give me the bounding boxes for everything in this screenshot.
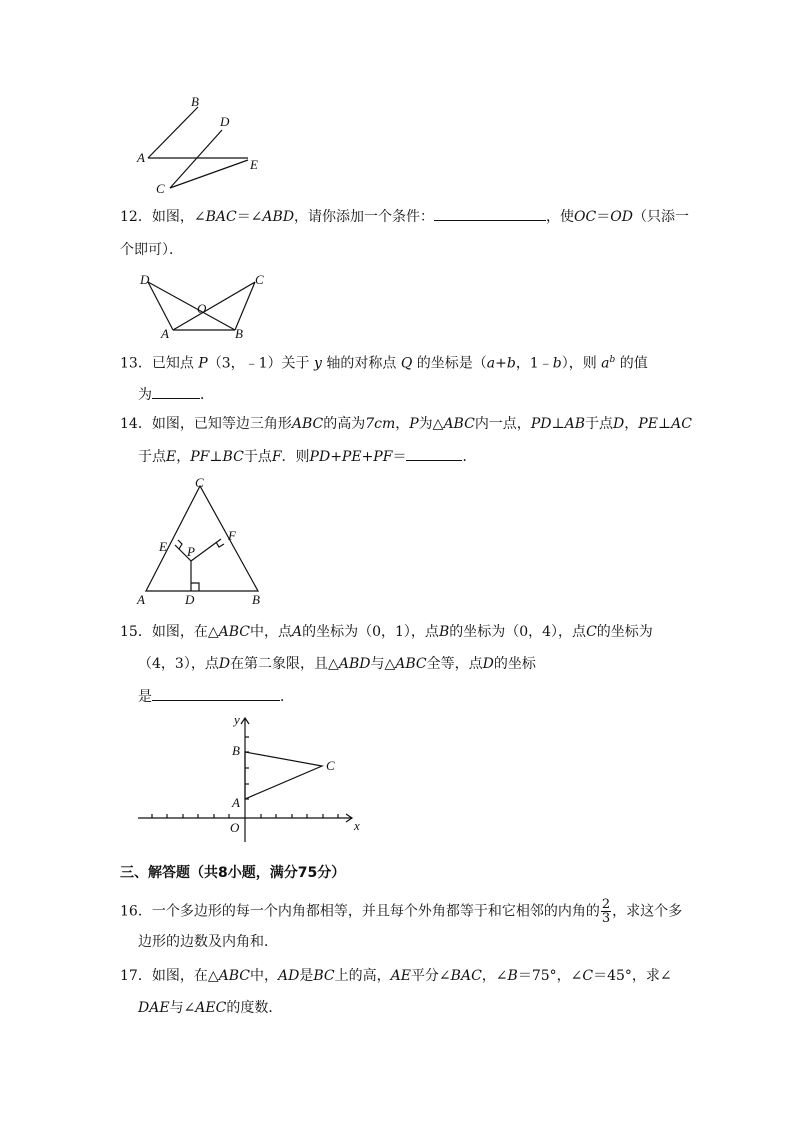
label-y: y: [234, 712, 240, 727]
q15-line2: （4，3），点D在第二象限，且△ABD与△ABC全等，点D的坐标: [138, 656, 536, 672]
label-a: A: [161, 326, 169, 341]
q15-number: 15．: [120, 624, 152, 640]
q15-answer-blank[interactable]: [152, 686, 280, 701]
label-e: E: [250, 157, 258, 172]
label-b: B: [252, 592, 260, 607]
label-c: C: [156, 181, 165, 196]
q16-line2: 边形的边数及内角和．: [138, 934, 278, 950]
q13-number: 13．: [120, 355, 152, 372]
q14-line1: 14．如图，已知等边三角形ABC的高为7cm，P为△ABC内一点，PD⊥AB于点D，PE⊥AC: [120, 416, 692, 432]
label-c: C: [195, 475, 204, 490]
q14-line2: 于点E，PF⊥BC于点F．则PD+PE+PF＝ ．: [138, 446, 698, 467]
label-a: A: [232, 795, 240, 810]
label-d: D: [140, 272, 150, 287]
q13-line1: 13．已知点 P（3，﹣1）关于 y 轴的对称点 Q 的坐标是（a+b，1﹣b），则 $a^b$ 的值: [120, 355, 648, 372]
q14-answer-blank[interactable]: [406, 446, 462, 461]
q17-number: 17．: [120, 968, 152, 984]
figure-crossed-triangles: [135, 270, 275, 342]
label-c: C: [326, 758, 335, 773]
label-e: E: [159, 539, 167, 554]
q16-line1: 16．一个多边形的每一个内角都相等，并且每个外角都等于和它相邻的内角的 $\frac{2}{3}$ ，求这个多: [120, 897, 683, 926]
q17-line2: DAE与∠AEC的度数．: [138, 1000, 283, 1016]
fraction-two-thirds: $\frac{2}{3}$: [601, 897, 611, 926]
label-o: O: [197, 301, 207, 316]
triangle-abc: [245, 752, 322, 799]
q12-line1: 12．如图，∠BAC＝∠ABD，请你添加一个条件： ，使OC＝OD（只添一: [120, 206, 680, 227]
label-c: C: [255, 272, 264, 287]
right-angle-e: [178, 540, 182, 549]
figure-equilateral-triangle: [130, 472, 270, 610]
section-title: 三、解答题（共8小题，满分75分）: [120, 865, 346, 881]
q12-line2: 个即可）．: [120, 242, 183, 258]
q12-number: 12．: [120, 209, 152, 225]
q12-answer-blank[interactable]: [434, 206, 546, 221]
q13-answer-blank[interactable]: [152, 384, 200, 399]
y-ticks: [245, 737, 249, 799]
label-b: B: [235, 326, 243, 341]
segment-cb: [235, 282, 255, 330]
q15-line3: 是 ．: [138, 686, 698, 707]
figure-coordinate-plane: [130, 710, 370, 845]
label-o: O: [230, 820, 240, 835]
right-angle-d: [191, 583, 199, 591]
label-x: x: [354, 818, 360, 833]
segment-ab: [148, 107, 198, 158]
label-b: B: [232, 743, 240, 758]
right-angle-f: [216, 542, 224, 547]
label-d: D: [185, 592, 195, 607]
q17-line1: 17．如图，在△ABC中，AD是BC上的高，AE平分∠BAC，∠B＝75°，∠C＝45°，求∠: [120, 968, 672, 984]
q16-number: 16．: [120, 903, 152, 920]
label-a: A: [137, 592, 145, 607]
figure-parallel-lines: [130, 92, 270, 197]
label-f: F: [228, 528, 236, 543]
segment-ce: [170, 160, 248, 188]
label-b: B: [191, 94, 199, 109]
label-d: D: [220, 114, 230, 129]
q13-line2: 为 ．: [138, 384, 698, 405]
label-p: P: [187, 544, 195, 559]
q15-line1: 15．如图，在△ABC中，点A的坐标为（0，1），点B的坐标为（0，4），点C的坐标为: [120, 624, 653, 640]
segment-ca: [173, 282, 255, 330]
label-a: A: [137, 150, 145, 165]
q14-number: 14．: [120, 416, 152, 432]
